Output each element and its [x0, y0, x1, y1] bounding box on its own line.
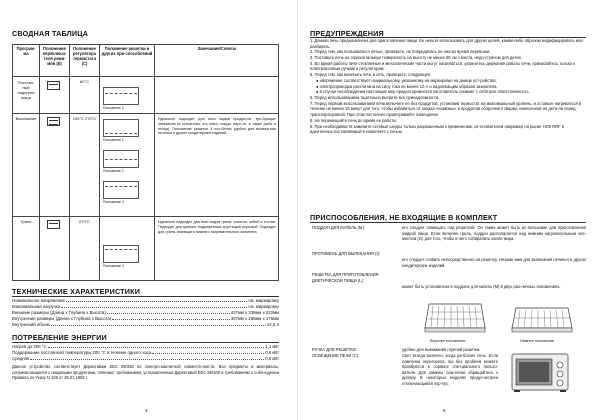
page-spine — [297, 0, 298, 420]
table-header-mode-switch: Положение переключа-теля режи-мов (Е) — [42, 46, 67, 66]
spec-row: Поддержание постоянной температуры 200 °C в течение одного часа 0,5 кВт — [12, 349, 279, 355]
page-number: 4 — [145, 408, 148, 413]
table-row-note: Идеально подходит для всех видов гриля: сосисок, кебаб и тостов. Подходит для кратких, поджаренных хрустящей корочкой. Подходит для гриля, имеющего нижнего нагревательного элемента — [158, 220, 276, 234]
accessory-description: его следует помещать под решеткой. Он также может быть ис-пользован для приготовления жидкой пищи. Если включен гриль, поддон располагается над нижним нагревательным эле-ментом (G) для того, чтобы в него собирались капли жира. — [402, 225, 586, 242]
precautions-title: ПРЕДУПРЕЖДЕНИЯ — [310, 29, 384, 38]
table-row-note: Идеально подходит для всех видов продуктов, тре-бующих запекания (в основ-ном, это мясо, пицца, пиро-ги, а также рыба и птица). Положение решетки 3 осо-бенно удобно для выпека-ния печенья и других кондитерских изделий. — [158, 117, 276, 136]
tech-specs — [12, 298, 279, 328]
table-row-temp: 100°C 270°C — [72, 116, 97, 121]
list-item: ● в случае несоблюдения настоящих мер предосторожности изготовитель снимает с себя всю ответственность. — [316, 89, 530, 95]
rack-position-caption: Положение 4 — [103, 264, 124, 268]
table-header-rack-position: Положение решетки и других при-способлений — [101, 46, 153, 56]
list-item: 8. Не перемещайте печь во время ее работы. — [310, 117, 398, 123]
tech-title: ТЕХНИЧЕСКИЕ ХАРАКТЕРИСТИКИ — [12, 287, 141, 296]
accessories-title: ПРИСПОСОБЛЕНИЯ, НЕ ВХОДЯЩИЕ В КОМПЛЕКТ — [310, 213, 498, 222]
tray-caption-upper: Верхнее положение — [430, 339, 466, 343]
table-row-temp: 60°C — [80, 79, 89, 84]
list-item: 7. Перед первым использованием печи включите ее без продуктов, установив термостат на максимальный уровень, и оставьте нагреваться в течение не менее 15 минут для того, чтобы избавиться от запаха «новизны» и продуктов сборочного сварки, нанесенной на дета-ли перед транспортировкой. При этом постоянно проветривайте помещение. — [310, 100, 582, 117]
spec-row: Внутренний объем 12,3 л — [12, 321, 279, 327]
list-item: 4. Во время работы печи стеклянные и металлические части могут нагреваться; ухватитесь держания работы печи, прикасайтесь только к пластмассовым ручкам и регуляторам. — [310, 60, 575, 72]
precautions-list — [310, 38, 586, 135]
tray-caption-lower: Нижнее положение — [520, 339, 555, 343]
accessory-name: РУЧКА ДЛЯ РЕШЕТКИ: — [312, 347, 357, 352]
oven-mode-icon — [47, 117, 60, 126]
accessory-name: ОСВЕЩЕНИЕ ПЕЧИ (С): — [312, 353, 360, 358]
accessory-name: ПОДДОН ДЛЯ КАПЕЛЬ (М): — [312, 225, 365, 230]
table-header-program: Програм-ма — [16, 46, 36, 56]
list-item: 3. Поставьте печь на горизонтальную поверхность на высоту не менее 85 см с места, недо-ступном для детей. — [310, 55, 522, 61]
accessory-description: удобно для вынимания горячей решетки. — [402, 347, 481, 352]
accessory-name: ПРОТИВЕНЬ ДЛЯ ВЫПЕКАНИЯ (I): — [312, 251, 381, 256]
grill-rack-upper-icon — [423, 298, 487, 338]
oven-mode-icon — [47, 220, 60, 229]
list-item: 1. Данная печь предназначена для приготовления пищи. Ее нельзя использовать для других целей, каким-либо образом модифицировать или разбирать. — [310, 38, 583, 49]
accessory-description: Свет всегда включен, когда ра-ботает печь. Если лампочка перегорела, вы без проблем можете приобрести в сервисе спе-циального пользо-вателя. Для замены лам-почки обращайтесь к дилеру. В некоторых моделях предус-мотрен отключающийся кор-пус. — [402, 353, 498, 386]
table-row-divider — [13, 76, 278, 77]
spec-row: Внутренние размеры (Длина x Глубина x Высота) 307мм x 265мм x 176мм — [12, 315, 279, 321]
oven-illustration — [510, 352, 570, 394]
energy-title: ПОТРЕБЛЕНИЕ ЭНЕРГИИ — [12, 333, 107, 342]
section-divider — [310, 222, 586, 223]
list-item: 5. Перед тем, как включить печь в сеть, проверьте, следующее: — [310, 72, 432, 78]
list-item: 9. При необходимости замените сетевые шнуры только разрешенным к применению, из-готовителем например на рынке HO5 RRF в идентичных поставляемый в комплекте с печью. — [310, 123, 564, 135]
right-page — [298, 0, 595, 420]
rack-position-caption: Положение 2 — [103, 106, 124, 110]
table-header-thermostat: Положение регулятора термостата (С) — [73, 46, 96, 66]
section-divider — [12, 296, 279, 297]
list-item: ● электропроводка рассчитана на силу тока не менее 10 А и надлежащим образом заземлена. — [316, 83, 498, 89]
spec-row: Внешние размеры (Длина x Глубина x Высота) 437мм x 336мм x 222мм — [12, 309, 279, 315]
table-row-temp: 270°C — [78, 219, 91, 224]
oven-mode-icon — [47, 81, 60, 90]
accessory-description: его следует ставить непосредственно на решетку. Незаме-ним для выпекания печенья и других кондитерских изделий. — [402, 257, 586, 268]
spec-row: Нагрев до 200 °C 1,1 кВт — [12, 344, 279, 349]
summary-table-title: СВОДНАЯ ТАБЛИЦА — [12, 29, 89, 38]
spec-row: Максимальная нагрузка см. маркировку — [12, 303, 279, 309]
spec-row: Средняя 0,6 кВт — [12, 355, 279, 361]
table-column-divider — [39, 45, 40, 280]
table-column-divider — [99, 45, 100, 280]
table-row-program: Выпекание — [15, 116, 37, 121]
table-row-program: Постоян-ный подогрев пищи — [17, 80, 35, 100]
section-divider — [12, 342, 279, 343]
list-item: 6. Перед использованием тщательно вытрите все принадлежности. — [310, 95, 440, 101]
accessory-name: РЕШЕТКА ДЛЯ ПРИГОТОВЛЕНИЯ ДИЕТИЧЕСКОЙ ПИЩИ (L): — [312, 272, 379, 283]
accessory-description: может быть установлена в поддоне для капель (М) в двух раз-личных положениях. — [402, 284, 561, 289]
energy-specs — [12, 344, 279, 362]
spec-row: Номинальное напряжение см. маркировку — [12, 298, 279, 303]
grill-rack-lower-icon — [510, 298, 574, 338]
table-header-notes: Замечания/Советы — [197, 46, 237, 51]
table-row-divider — [13, 216, 278, 217]
list-item: ● напряжение соответствует номинальному, указанному на маркировке на днище уст-ройства; — [316, 77, 497, 83]
rack-position-caption: Положение 2 — [103, 169, 124, 173]
summary-table — [12, 44, 279, 281]
table-column-divider — [154, 45, 155, 280]
table-row-divider — [13, 113, 278, 114]
compliance-text: Данное устройство соответствует Директивам ЕЕС 89/336 по электро-магнитной совмести-мости. Все предметы и материалы, соприкасающиеся с пищевыми продуктами, отвечают требованиям, установленным Директивой ЕЕС 89/109 и требованиям о собл-юдении Правила по Указу N 108 от 25.01.1992 г. — [12, 364, 279, 381]
list-item: 2. Перед тем, как пользоваться печью, проверьте, не повредилась ли она во время перевозки. — [310, 49, 491, 55]
rack-position-caption: Положение 1 — [103, 138, 124, 142]
page-number: 5 — [443, 408, 446, 413]
table-row-program: Гриль — [20, 219, 32, 224]
left-page — [0, 0, 297, 420]
rack-position-caption: Положение 3 — [103, 200, 124, 204]
